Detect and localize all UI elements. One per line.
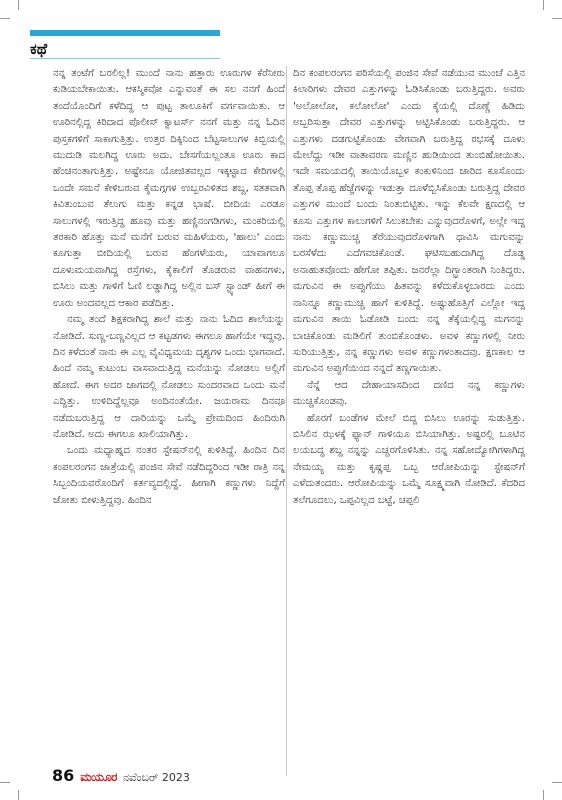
crop-mark	[543, 0, 544, 10]
paragraph: ಹೊರಗೆ ಬಂಡೆಗಳ ಮೇಲೆ ಬಿದ್ದ ಬಿಸಿಲು ಊರನ್ನು ಸುಡುತ್ತಿತ್ತು. ಬಿಸಿಲಿನ ಝಳಕ್ಕೆ ಫ್ಯಾನ್ ಗಾಳಿಯೂ ಬಿಸಿಯಾಗಿತ್ತು. ಅಷ್ಟರಲ್ಲಿ ಬೂಟಿನ ಲಯಬದ್ಧ ಶಬ್ದ ನನ್ನನ್ನು ಎಚ್ಚರಗೊಳಿಸಿತು. ನನ್ನ ಸಹೋದ್ಯೋಗಿಗಳಾಗಿದ್ದ ನೇಮಯ್ಯ ಮತ್ತು ಕೃಷ್ಣಪ್ಪ ಒಬ್ಬ ಆರೋಪಿಯನ್ನು ಸ್ಟೇಷನ್‌ಗೆ ಎಳೆದುತಂದರು. ಆರೋಪಿಯನ್ನು ಒಮ್ಮೆ ಸೂಕ್ಷ್ಮವಾಗಿ ನೋಡಿದೆ. ಕೆದರಿದ ತಲೆಗೂದಲು, ಒಪ್ಪವಿಲ್ಲದ ಬಟ್ಟೆ, ಚಪ್ಪಲಿ	[293, 412, 525, 506]
paragraph: ದಿನ ಕಂಪಲರಂಗನ ಪರಿಸೆಯಲ್ಲಿ ಪಂಜಿನ ಸೇವೆ ನಡೆಯುವ ಮುಂಚೆ ಎತ್ತಿನ ಕಿಲಾರಿಗಳು ದೇವರ ಎತ್ತುಗಳನ್ನು ಓಡಿಸಿಕೊಂಡು ಬರುತ್ತಿದ್ದರು. ಅವರು 'ಅಲೋಲೋ, ಕಲೋಲೋ' ಎಂದು ಕೈಯಲ್ಲಿ ದೊಣ್ಣೆ ಹಿಡಿದು ಅಬ್ಬರಿಸುತ್ತಾ ದೇವರ ಎತ್ತುಗಳನ್ನು ಅಟ್ಟಿಸಿಕೊಂಡು ಬರುತ್ತಿದ್ದರು. ಆ ಎತ್ತುಗಳು ದಡಗುಟ್ಟಿಕೊಂಡು ವೇಗವಾಗಿ ಬರುತ್ತಿದ್ದ ರಭಸಕ್ಕೆ ದೂಳು ಮೇಲೆದ್ದು ಇಡೀ ವಾತಾವರಣ ಮಣ್ಣಿನ ಹುಡಿಯಿಂದ ತುಂಬಿಹೋಯಿತು. ಇದೇ ಸಮಯದಲ್ಲಿ ತಾಯಿಯೊಬ್ಬಳ ಕಂಕುಳಿನಿಂದ ಜಾರಿದ ಕೂಸೊಂದು ತೊಪ್ಪ ತೊಪ್ಪ ಹೆಜ್ಜೆಗಳನ್ನು ಇಡುತ್ತಾ ದೂಳೆಬ್ಬಿಸಿಕೊಂಡು ಬರುತ್ತಿದ್ದ ದೇವರ ಎತ್ತುಗಳ ಮುಂದೆ ಬಂದು ನಿಂತುಬಿಟ್ಟಿತು. ಇನ್ನು ಕೆಲವೇ ಕ್ಷಣದಲ್ಲಿ ಆ ಕೂಸು ಎತ್ತುಗಳ ಕಾಲುಗಳಿಗೆ ಸಿಲುಕಬೇಕು ಎನ್ನುವುದರೊಳಗೆ, ಅಲ್ಲೇ ಇದ್ದ ನಾನು ಕಣ್ಣುಮುಚ್ಚಿ ತೆರೆಯುವುದರೊಳಗಾಗಿ ಧಾವಿಸಿ ಮಗುವನ್ನು ಬರಸೆಳೆದು ಎದೆಗವಚಿಕೊಂಡೆ. ಘಟಿಸಬಹುದಾಗಿದ್ದ ದೊಡ್ಡ ಅನಾಹುತವೊಂದು ಹೇಗೋ ತಪ್ಪಿತು. ಜನರೆಲ್ಲಾ ದಿಗ್ಭ್ರಾಂತರಾಗಿ ನಿಂತಿದ್ದರು. ಮಗುವಿನ ಈ ಅಪ್ಪುಗೆಯು ಹಿತವನ್ನು ಕಳೆದುಕೊಳ್ಳಬಾರದು ಎಂದು ನಾನಿನ್ನೂ ಕಣ್ಣುಮುಚ್ಚಿ ಹಾಗೆ ಕುಳಿತಿದ್ದೆ. ಅಷ್ಟುಹೊತ್ತಿಗೆ ಎಲ್ಲೋ ಇದ್ದ ಮಗುವಿನ ತಾಯಿ ಓಡೋಡಿ ಬಂದು ನನ್ನ ತೆಕ್ಕೆಯಲ್ಲಿದ್ದ ಮಗನನ್ನು ಬಾಚಿಕೊಂಡು ಮಡಿಲಿಗೆ ತುಂಬಿಕೊಂಡಳು. ಅವಳ ಕಣ್ಣುಗಳಲ್ಲಿ ನೀರು ಸುರಿಯುತ್ತಿತ್ತು, ನನ್ನ ಕಣ್ಣುಗಳು ಅವಳ ಕಣ್ಣುಗಳಂತಾದವು. ಕ್ಷಣಕಾಲ ಆ ಮಗುವಿನ ಅಪ್ಪುಗೆಯಿಂದ ನನ್ನದೆ ತಣ್ಣಗಾಯಿತು.	[293, 68, 525, 375]
crop-mark	[552, 782, 562, 783]
crop-mark	[552, 18, 562, 19]
header-rule	[30, 58, 220, 59]
paragraph: ನಮ್ಮ ತಂದೆ ಶಿಕ್ಷಕರಾಗಿದ್ದ ಶಾಲೆ ಮತ್ತು ನಾನು ಓದಿದ ಶಾಲೆಯನ್ನು ನೋಡಿದೆ. ಸುಣ್ಣ-ಬಣ್ಣವಿಲ್ಲದ ಆ ಕಟ್ಟಡಗಳು ಈಗಲೂ ಹಾಗೆಯೇ ಇದ್ದವು. ದಿನ ಕಳೆದಂತೆ ನಾನು ಈ ಎಲ್ಲ ವೈವಿಧ್ಯಮಯ ದೃಶ್ಯಗಳ ಒಂದು ಭಾಗವಾದೆ. ಹಿಂದೆ ನಮ್ಮ ಕುಟುಂಬ ವಾಸವಾದುತ್ತಿದ್ದ ಮನೆಯನ್ನು ನೋಡಲು ಅಲ್ಲಿಗೆ ಹೋದೆ. ಈಗ ಅದರ ಜಾಗದಲ್ಲಿ ನೋಡಲು ಸುಂದರವಾದ ಒಂದು ಮನೆ ಎದ್ದಿತ್ತು. ಉಳಿದಿದ್ದೆಲ್ಲವೂ ಅಂದಿನಂತೆಯೇ. ಜಯರಾಮ ದಿನವೂ ನಡೆದುಬರುತ್ತಿದ್ದ ಆ ದಾರಿಯನ್ನು ಒಮ್ಮೆ ಪ್ರೇಮದಿಂದ ಹಿಂದಿರುಗಿ ನೋಡಿದೆ. ಅದು ಈಗಲೂ ಖಾಲಿಯಾಗಿತ್ತು.	[53, 314, 286, 440]
page-number: 86	[52, 766, 75, 785]
crop-mark	[543, 790, 544, 800]
crop-mark	[18, 790, 19, 800]
header-accent-bar	[30, 30, 220, 36]
section-header	[30, 30, 270, 60]
paragraph: ನೆನ್ನೆ ಆದ ದೇಹಾಯಾಸದಿಂದ ದಣಿದ ನನ್ನ ಕಣ್ಣುಗಳು ಮುಚ್ಚಿಕೊಂಡವು.	[293, 379, 525, 408]
left-column	[53, 66, 285, 509]
column-divider	[286, 66, 287, 776]
crop-mark	[0, 18, 10, 19]
section-title: ಕಥೆ	[30, 40, 48, 58]
crop-mark	[18, 0, 19, 10]
magazine-logo: ಮಯೂರ	[80, 770, 118, 784]
right-column	[293, 66, 525, 509]
crop-mark	[0, 782, 10, 783]
issue-date: ನವೆಂಬರ್ 2023	[123, 771, 190, 784]
paragraph: ನನ್ನ ತಂಟೆಗೆ ಬರಲಿಲ್ಲ! ಮುಂದೆ ನಾನು ಹತ್ತಾರು ಊರುಗಳ ಕೆರೆನೀರು ಕುಡಿಯಬೇಕಾಯಿತು. ಆಕಸ್ಮಿಕವೋ ಎನ್ನುವಂತೆ ಈ ಸಲ ನನಗೆ ಹಿಂದೆ ತಂದೆಯೊಂದಿಗೆ ಕಳೆದಿದ್ದ ಆ ಪುಟ್ಟ ತಾಲೂಕಿಗೆ ವರ್ಗವಾಯಿತು. ಆ ಊರಿನಲ್ಲಿದ್ದ ಕಿರಿದಾದ ಪೊಲೀಸ್ ಕ್ವಾಟರ್ಸ್ ನನಗೆ ಮತ್ತು ನನ್ನ ಓದಿನ ಪುಸ್ತಕಗಳಿಗೆ ಸಾಕಾಗುತ್ತಿತ್ತು. ಉತ್ತರ ದಿಕ್ಕಿನಿಂದ ಬೆಟ್ಟಸಾಲುಗಳ ಕಿಬ್ಬಿಯಲ್ಲಿ ಮುದುಡಿ ಮಲಗಿದ್ದ ಊರು ಅದು. ಬೇಸಗೆಯಲ್ಲಂತೂ ಊರು ಕಾದ ಹೆಂಚಿನಂತಾಗುತ್ತಿತ್ತು. ಅಷ್ಟೇನೂ ಯೋಜಿತವಲ್ಲದ ಇಕ್ಕಟ್ಟಾದ ಕೇರಿಗಳಲ್ಲಿ ಒಂದೇ ಸಮನೆ ಕೇಳಿಬರುವ ಕೈಮಗ್ಗಗಳ ಉಬ್ಬರವಿಳಿತದ ಶಬ್ದ, ಸತತವಾಗಿ ಕಿವಿತುಂಬುವ ತೆಲುಗು ಮತ್ತು ಕನ್ನಡ ಭಾಷೆ. ಬೀದಿಯ ಎರಡೂ ಸಾಲುಗಳಲ್ಲಿ ಇರುತ್ತಿದ್ದ ಹೂವು ಮತ್ತು ಹಣ್ಣಿನಂಗಡಿಗಳು, ಮಂಕರಿಯಲ್ಲಿ ತರಕಾರಿ ಹೊತ್ತು ಮನೆ ಮನೆಗೆ ಬರುವ ಮಹಿಳೆಯರು, 'ಹಾಲು' ಎಂದು ಕೂಗುತ್ತಾ ಬೀದಿಯಲ್ಲಿ ಬರುವ ಹೆಂಗಳೆಯರು, ಯಾವಾಗಲೂ ದೂಳುಮಯವಾಗಿದ್ದ ರಸ್ತೆಗಳು, ಕೈಕಾಲಿಗೆ ತೊಡರುವ ವಾಹನಗಳು, ಬಿಸಿಲು ಮತ್ತು ಗಾಳಿಗೆ ಓಣಿ ಲಡ್ಡಾಗಿದ್ದ ಅಲ್ಲಿನ ಬಸ್ ಸ್ಟ್ಯಾಂಡ್ ಹೀಗೆ ಈ ಊರು ಅಂದವಲ್ಲದ ಆಕಾರ ಪಡೆದಿತ್ತು.	[53, 68, 285, 309]
page-footer	[52, 766, 190, 785]
paragraph: ಒಂದು ಮಧ್ಯಾಹ್ನದ ನಂತರ ಸ್ಟೇಷನ್‌ನಲ್ಲಿ ಕುಳಿತಿದ್ದೆ. ಹಿಂದಿನ ದಿನ ಕಂಪಲರಂಗನ ಜಾತ್ರೆಯಲ್ಲಿ ಪಂಜಿನ ಸೇವೆ ನಡೆದಿದ್ದರಿಂದ ಇಡೀ ರಾತ್ರಿ ನನ್ನ ಸಿಬ್ಬಂದಿಯವರೊಂದಿಗೆ ಕರ್ತವ್ಯದಲ್ಲಿದ್ದೆ. ಹೀಗಾಗಿ ಕಣ್ಣುಗಳು ನಿದ್ದೆಗೆ ಜೋತು ಬೀಳುತ್ತಿದ್ದವು. ಹಿಂದಿನ	[53, 445, 285, 506]
